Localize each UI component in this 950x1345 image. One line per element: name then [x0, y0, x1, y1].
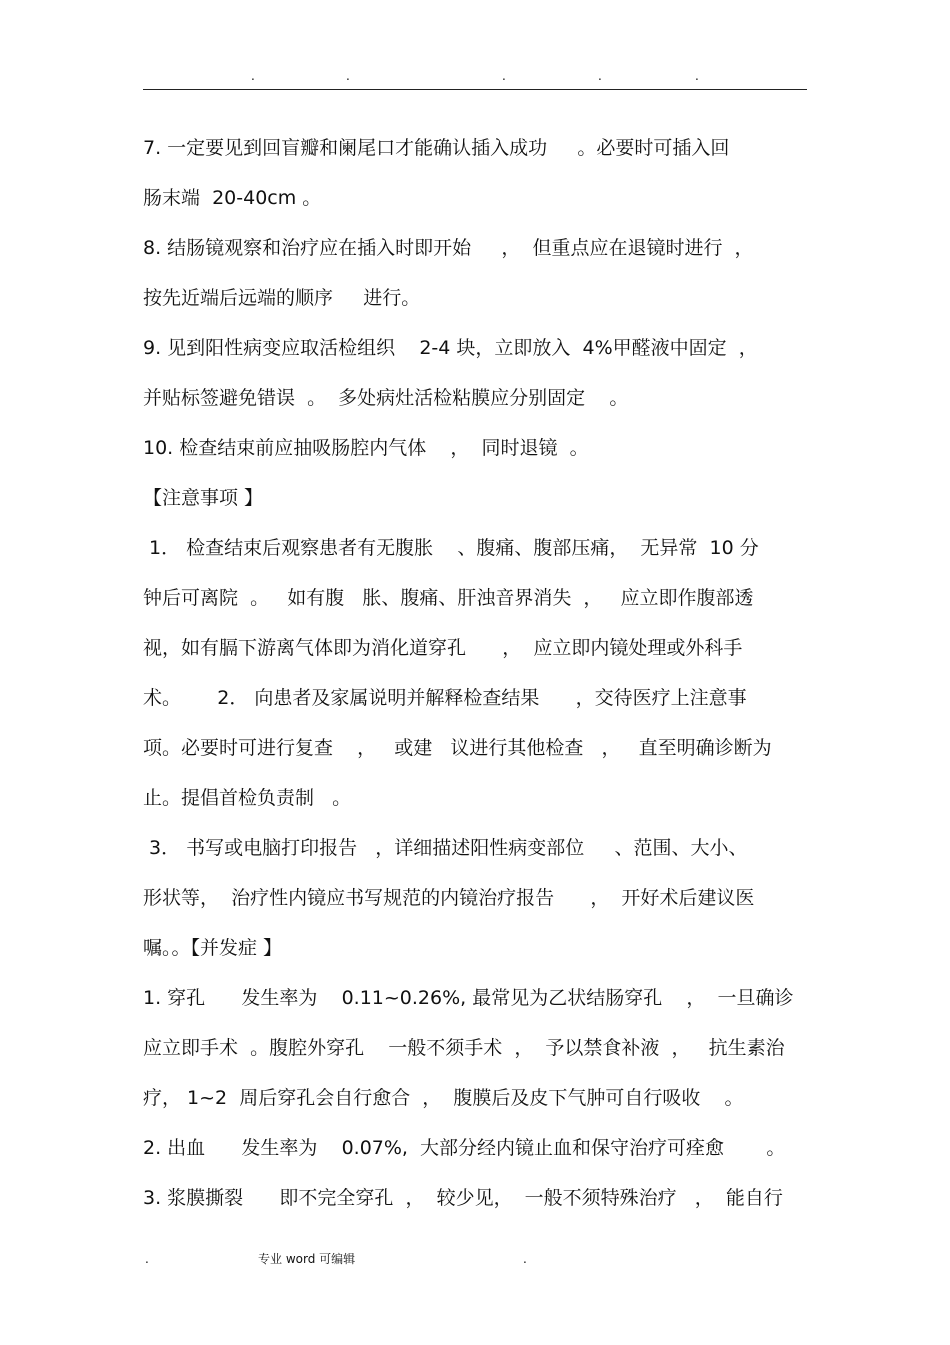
- footer-label: 专业 word 可编辑: [258, 1252, 356, 1266]
- text-line: 形状等， 治疗性内镜应书写规范的内镜治疗报告 ， 开好术后建议医: [143, 887, 755, 909]
- text-line: 3． 书写或电脑打印报告 ，详细描述阳性病变部位 、范围、大小、: [143, 837, 748, 859]
- page-footer: [143, 1249, 807, 1269]
- header-dots: [143, 70, 807, 84]
- text-line: 肠末端 20-40cm 。: [143, 187, 322, 209]
- text-line: 1． 检查结束后观察患者有无腹胀 、腹痛、腹部压痛， 无异常 10 分: [143, 537, 759, 559]
- text-line: 疗， 1~2 周后穿孔会自行愈合 ， 腹膜后及皮下气肿可自行吸收 。: [143, 1087, 744, 1109]
- header-rule: [143, 89, 807, 90]
- text-line: 3. 浆膜撕裂 即不完全穿孔 ， 较少见， 一般不须特殊治疗 ， 能自行: [143, 1187, 783, 1209]
- text-line: 术。 2． 向患者及家属说明并解释检查结果 ，交待医疗上注意事: [143, 687, 747, 709]
- header-dot: .: [695, 69, 699, 83]
- text-line: 10. 检查结束前应抽吸肠腔内气体 ， 同时退镜 。: [143, 437, 589, 459]
- text-line: 应立即手术 。腹腔外穿孔 一般不须手术 ， 予以禁食补液 ， 抗生素治: [143, 1037, 785, 1059]
- header-dot: .: [598, 69, 602, 83]
- text-line: 1. 穿孔 发生率为 0.11~0.26%, 最常见为乙状结肠穿孔 ， 一旦确诊: [143, 987, 794, 1009]
- text-line: 视，如有膈下游离气体即为消化道穿孔 ， 应立即内镜处理或外科手: [143, 637, 743, 659]
- text-line: 2. 出血 发生率为 0.07%, 大部分经内镜止血和保守治疗可痊愈 。: [143, 1137, 786, 1159]
- text-line: 9. 见到阳性病变应取活检组织 2-4 块，立即放入 4%甲醛液中固定 ，: [143, 337, 758, 359]
- text-line: 按先近端后远端的顺序 进行。: [143, 287, 421, 309]
- header-dot: .: [346, 69, 350, 83]
- section-heading: 【注意事项 】: [143, 487, 264, 509]
- text-line: 7. 一定要见到回盲瓣和阑尾口才能确认插入成功 。必要时可插入回: [143, 137, 730, 159]
- header-dot: .: [251, 69, 255, 83]
- text-line: 钟后可离院 。 如有腹 胀、腹痛、肝浊音界消失 ， 应立即作腹部透: [143, 587, 754, 609]
- text-line: 项。必要时可进行复查 ， 或建 议进行其他检查 ， 直至明确诊断为: [143, 737, 772, 759]
- footer-dot-right: .: [523, 1252, 527, 1266]
- header-dot: .: [502, 69, 506, 83]
- text-line: 8. 结肠镜观察和治疗应在插入时即开始 ， 但重点应在退镜时进行 ，: [143, 237, 754, 259]
- text-line: 止。提倡首检负责制 。: [143, 787, 352, 809]
- document-body: [143, 123, 807, 1223]
- text-line: 并贴标签避免错误 。 多处病灶活检粘膜应分别固定 。: [143, 387, 629, 409]
- footer-dot-left: .: [145, 1252, 149, 1266]
- text-line: 嘱。。【并发症 】: [143, 937, 283, 959]
